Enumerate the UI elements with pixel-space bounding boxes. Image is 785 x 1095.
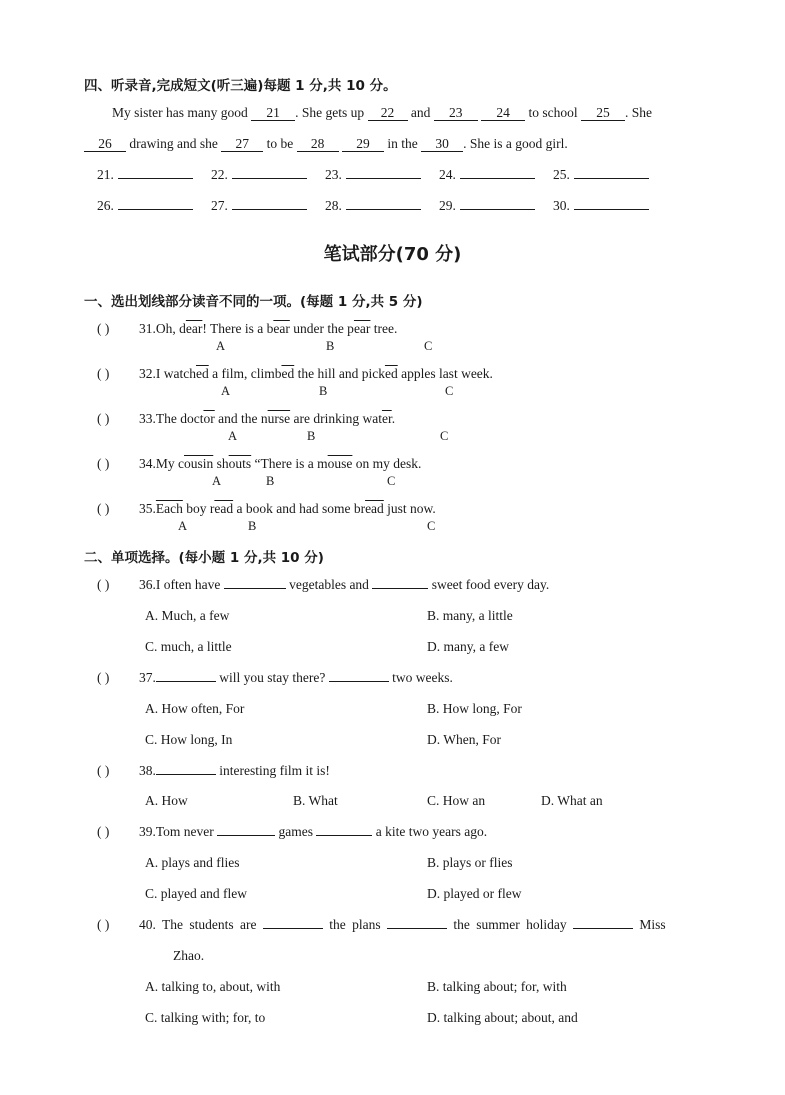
text: “There is a m — [251, 456, 328, 471]
listening-paragraph-line2 — [84, 136, 568, 152]
blank-27: 27 — [221, 137, 263, 152]
q-num: 33. — [139, 411, 156, 426]
written-part-title: 笔试部分(70 分) — [323, 244, 462, 265]
answer-paren-38[interactable]: ( ) — [97, 763, 110, 778]
answer-paren-37[interactable]: ( ) — [97, 670, 110, 685]
listening-heading: 四、听录音,完成短文(听三遍)每题 1 分,共 10 分。 — [84, 78, 397, 94]
blank-25: 25 — [581, 106, 625, 121]
text: The students are — [162, 917, 257, 932]
blank — [372, 588, 428, 589]
text: and — [410, 105, 431, 120]
text: to be — [266, 136, 294, 151]
text: apples last week. — [397, 366, 493, 381]
q-num: 36. — [139, 577, 156, 592]
blank — [156, 681, 216, 682]
answer-22[interactable] — [211, 167, 307, 183]
label-b: B — [307, 429, 316, 443]
option-a[interactable]: A. How often, For — [145, 701, 245, 716]
text: . — [391, 411, 396, 426]
q-num: 40. — [139, 917, 156, 932]
option-c[interactable]: C. played and flew — [145, 886, 247, 901]
text: My sister has many good — [112, 105, 248, 120]
question-31 — [139, 321, 397, 337]
label-b: B — [248, 519, 257, 533]
q-num: 32. — [139, 366, 156, 381]
phonetics-heading: 一、选出划线部分读音不同的一项。(每题 1 分,共 5 分) — [84, 294, 423, 310]
blank — [217, 835, 275, 836]
text: vegetables and — [289, 577, 369, 592]
answer-29[interactable] — [439, 198, 535, 214]
label-b: B — [266, 474, 275, 488]
q-num: 38. — [139, 763, 156, 778]
num: 22. — [211, 167, 228, 182]
option-c[interactable]: C. How long, In — [145, 732, 233, 747]
text: Miss — [639, 917, 666, 932]
text: tree. — [370, 321, 398, 336]
text: I often have — [155, 577, 221, 592]
blank-28: 28 — [297, 137, 339, 152]
option-d[interactable]: D. When, For — [427, 732, 501, 747]
label-a: A — [178, 519, 188, 533]
text: on my desk. — [352, 456, 422, 471]
blank — [573, 928, 633, 929]
blank — [329, 681, 389, 682]
q-num: 39. — [139, 824, 156, 839]
blank-23: 23 — [434, 106, 478, 121]
text: sweet food every day. — [431, 577, 550, 592]
num: 26. — [97, 198, 114, 213]
text: . She gets up — [295, 105, 365, 120]
answer-21[interactable] — [97, 167, 193, 183]
option-b[interactable]: B. How long, For — [427, 701, 522, 716]
question-36 — [139, 577, 549, 593]
question-35 — [139, 501, 436, 517]
blank-24: 24 — [481, 106, 525, 121]
blank — [263, 928, 323, 929]
text: in the — [387, 136, 418, 151]
text: to school — [528, 105, 578, 120]
answer-28[interactable] — [325, 198, 421, 214]
label-a: A — [228, 429, 238, 443]
underlined-part-a: Each — [155, 501, 183, 516]
option-b[interactable]: B. plays or flies — [427, 855, 513, 870]
option-c[interactable]: C. How an — [427, 793, 486, 808]
text: interesting film it is! — [219, 763, 330, 778]
answer-paren-39[interactable]: ( ) — [97, 824, 110, 839]
question-33 — [139, 411, 395, 427]
label-a: A — [221, 384, 231, 398]
num: 30. — [553, 198, 570, 213]
answer-26[interactable] — [97, 198, 193, 214]
text: I watch — [155, 366, 196, 381]
label-c: C — [440, 429, 449, 443]
option-c[interactable]: C. talking with; for, to — [145, 1010, 266, 1025]
underlined-part-b: $\overline{ed}$ — [281, 366, 295, 381]
text: will you stay there? — [219, 670, 326, 685]
underlined-part-b: $\overline{ear}$ — [273, 321, 290, 336]
option-b[interactable]: B. many, a little — [427, 608, 513, 623]
answer-30[interactable] — [553, 198, 649, 214]
question-40-continued: Zhao. — [173, 948, 205, 963]
question-34 — [139, 456, 421, 472]
label-c: C — [387, 474, 396, 488]
underlined-part-c: ouse — [327, 456, 353, 471]
text: a book and had some br — [233, 501, 366, 516]
question-39 — [139, 824, 487, 840]
option-c[interactable]: C. much, a little — [145, 639, 232, 654]
label-a: A — [212, 474, 222, 488]
blank-21: 21 — [251, 106, 295, 121]
text: and the n — [214, 411, 268, 426]
text: . She — [625, 105, 652, 120]
q-num: 37. — [139, 670, 156, 685]
underlined-part-a: $\overline{or}$ — [203, 411, 215, 426]
text: Oh, d — [155, 321, 186, 336]
text: drawing and she — [129, 136, 218, 151]
text: the summer holiday — [453, 917, 567, 932]
underlined-part-b: $\overline{ead}$ — [214, 501, 234, 516]
answer-paren-33[interactable]: ( ) — [97, 411, 110, 426]
num: 27. — [211, 198, 228, 213]
underlined-part-a: ousin — [184, 456, 214, 471]
text: Tom never — [155, 824, 214, 839]
answer-27[interactable] — [211, 198, 307, 214]
text: . She is a good girl. — [463, 136, 568, 151]
text: a film, climb — [208, 366, 282, 381]
answer-paren-31[interactable]: ( ) — [97, 321, 110, 336]
question-37 — [139, 670, 453, 686]
text: the hill and pick — [294, 366, 385, 381]
q-num: 35. — [139, 501, 156, 516]
underlined-part-c: $\overline{ear}$ — [353, 321, 371, 336]
option-a[interactable]: A. talking to, about, with — [145, 979, 281, 994]
blank-29: 29 — [342, 137, 384, 152]
num: 28. — [325, 198, 342, 213]
underlined-part-c: $\overline{ead}$ — [365, 501, 384, 516]
option-d[interactable]: D. talking about; about, and — [427, 1010, 578, 1025]
blank — [224, 588, 286, 589]
text: two weeks. — [392, 670, 453, 685]
blank — [316, 835, 372, 836]
text: ! There is a b — [202, 321, 274, 336]
blank-30: 30 — [421, 137, 463, 152]
option-d[interactable]: D. What an — [541, 793, 603, 808]
text: games — [278, 824, 314, 839]
text: the plans — [329, 917, 381, 932]
option-a[interactable]: A. plays and flies — [145, 855, 240, 870]
option-d[interactable]: D. many, a few — [427, 639, 509, 654]
label-b: B — [326, 339, 335, 353]
label-c: C — [424, 339, 433, 353]
text: boy r — [182, 501, 215, 516]
answer-23[interactable] — [325, 167, 421, 183]
answer-24[interactable] — [439, 167, 535, 183]
answer-paren-40[interactable]: ( ) — [97, 917, 110, 932]
option-b[interactable]: B. talking about; for, with — [427, 979, 567, 994]
question-32 — [139, 366, 493, 382]
answer-paren-35[interactable]: ( ) — [97, 501, 110, 516]
blank-26: 26 — [84, 137, 126, 152]
num: 23. — [325, 167, 342, 182]
text: My c — [155, 456, 184, 471]
label-a: A — [216, 339, 226, 353]
listening-paragraph-line1 — [112, 105, 652, 121]
label-b: B — [319, 384, 328, 398]
underlined-part-a: $\overline{ed}$ — [195, 366, 209, 381]
text: a kite two years ago. — [375, 824, 488, 839]
text: just now. — [383, 501, 436, 516]
mc-heading: 二、单项选择。(每小题 1 分,共 10 分) — [84, 550, 324, 566]
num: 29. — [439, 198, 456, 213]
answer-paren-34[interactable]: ( ) — [97, 456, 110, 471]
answer-paren-32[interactable]: ( ) — [97, 366, 110, 381]
label-c: C — [445, 384, 454, 398]
question-40 — [139, 917, 666, 933]
label-c: C — [427, 519, 436, 533]
text: sh — [213, 456, 229, 471]
q-num: 31. — [139, 321, 156, 336]
option-d[interactable]: D. played or flew — [427, 886, 522, 901]
answer-25[interactable] — [553, 167, 649, 183]
question-38 — [139, 763, 330, 779]
num: 21. — [97, 167, 114, 182]
underlined-part-a: $\overline{ear}$ — [185, 321, 203, 336]
text: The doct — [155, 411, 204, 426]
num: 25. — [553, 167, 570, 182]
blank — [156, 774, 216, 775]
text: are drinking wat — [290, 411, 382, 426]
q-num: 34. — [139, 456, 156, 471]
blank-22: 22 — [368, 106, 408, 121]
option-a[interactable]: A. Much, a few — [145, 608, 230, 623]
underlined-part-c: $\overline{ed}$ — [384, 366, 398, 381]
underlined-part-c: $\overline{er}$ — [381, 411, 392, 426]
answer-paren-36[interactable]: ( ) — [97, 577, 110, 592]
option-a[interactable]: A. How — [145, 793, 188, 808]
text: under the p — [289, 321, 354, 336]
num: 24. — [439, 167, 456, 182]
blank — [387, 928, 447, 929]
option-b[interactable]: B. What — [293, 793, 338, 808]
underlined-part-b: outs — [228, 456, 252, 471]
underlined-part-b: urse — [267, 411, 291, 426]
